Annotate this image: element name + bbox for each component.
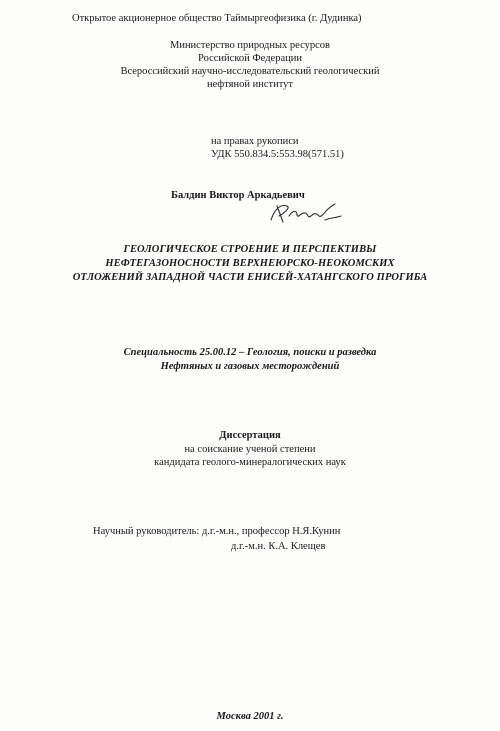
ministry-line-2: Российской Федерации (198, 53, 302, 64)
specialty-line-1: Специальность 25.00.12 – Геология, поиски и разведка (123, 347, 377, 358)
thesis-title-line-2: НЕФТЕГАЗОНОСНОСТИ ВЕРХНЕЮРСКО-НЕОКОМСКИХ (105, 258, 395, 269)
specialty-line-2: Нефтяных и газовых месторождений (160, 361, 340, 372)
organization-line: Открытое акционерное общество Таймыргеофизика (г. Дудинка) (72, 13, 362, 24)
handwritten-signature-icon (265, 200, 345, 226)
udc-code: УДК 550.834.5:553.98(571.51) (211, 149, 344, 160)
degree-line-2: кандидата геолого-минералогических наук (154, 457, 346, 468)
city-year: Москва 2001 г. (216, 711, 284, 722)
supervisor-line-1: Научный руководитель: д.г.-м.н., профессор Н.Я.Кунин (93, 526, 341, 537)
ministry-line-1: Министерство природных ресурсов (169, 40, 330, 51)
thesis-title-line-3: ОТЛОЖЕНИЙ ЗАПАДНОЙ ЧАСТИ ЕНИСЕЙ-ХАТАНГСКОГО ПРОГИБА (72, 272, 428, 283)
dissertation-heading: Диссертация (219, 430, 281, 441)
degree-line-1: на соискание ученой степени (184, 444, 316, 455)
supervisor-line-2: д.г.-м.н. К.А. Клещев (231, 541, 326, 552)
thesis-title-line-1: ГЕОЛОГИЧЕСКОЕ СТРОЕНИЕ И ПЕРСПЕКТИВЫ (123, 244, 377, 255)
author-name: Балдин Виктор Аркадьевич (171, 190, 305, 201)
institute-line-1: Всероссийский научно-исследовательский геологический (120, 66, 380, 77)
institute-line-2: нефтяной институт (207, 79, 293, 90)
manuscript-rights: на правах рукописи (211, 136, 299, 147)
